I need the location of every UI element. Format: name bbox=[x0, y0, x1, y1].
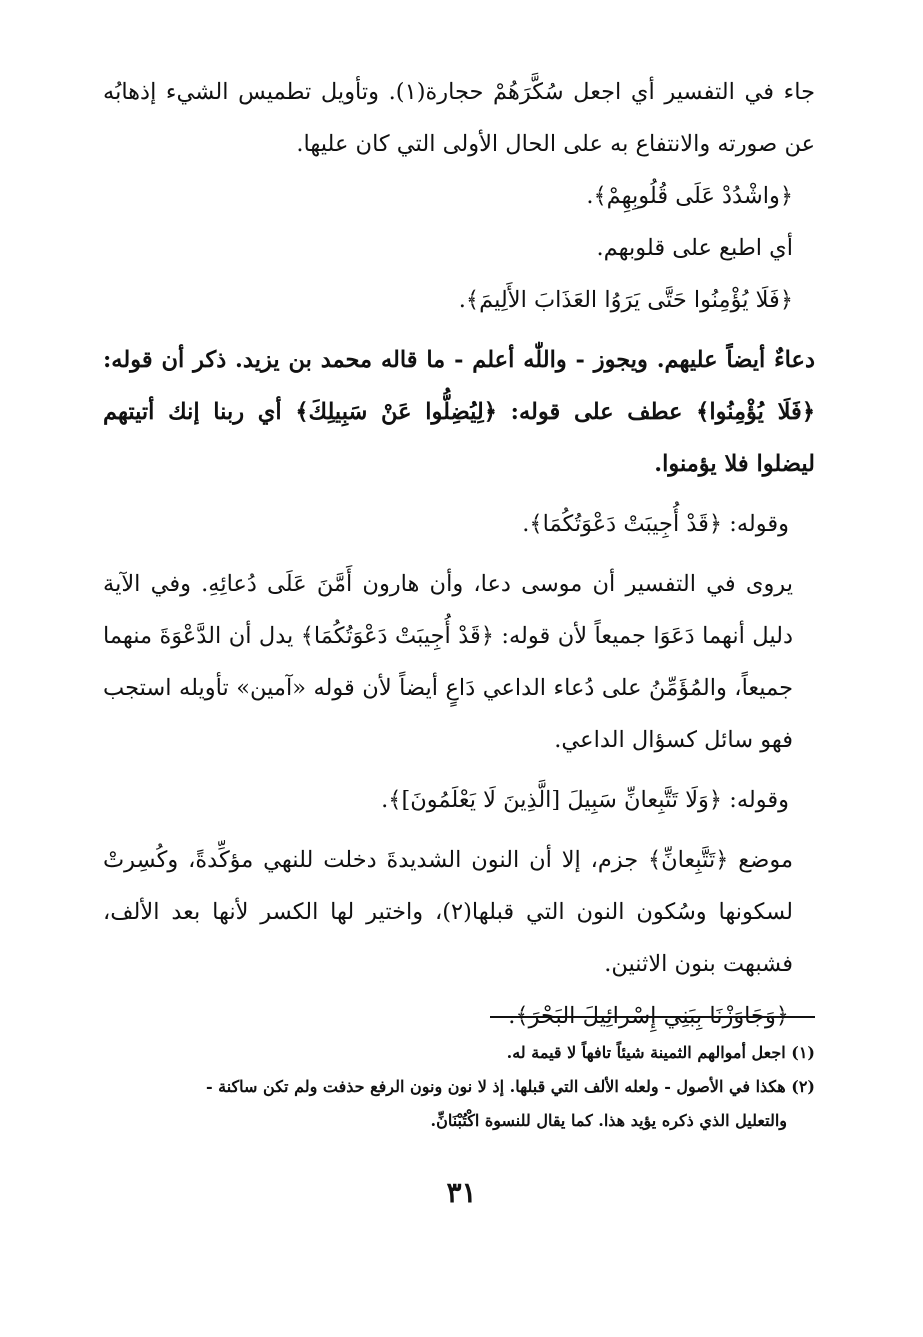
verse-la-tattabian: وقوله: ﴿وَلَا تَتَّبِعانِّ سَبِيلَ [الَّذِينَ لَا يَعْلَمُونَ]﴾. bbox=[381, 787, 789, 813]
paragraph-itba: أي اطبع على قلوبهم. bbox=[596, 235, 793, 261]
verse-jawazna: ﴿وَجَاوَزْنَا بِبَنِي إِسْرائِيلَ البَحْرَ﴾. bbox=[508, 1003, 789, 1029]
paragraph-mawdi: موضع ﴿تَتَّبِعانِّ﴾ جزم، إلا أن النون الشديدةَ دخلت للنهي مؤكِّدةً، وكُسِرتْ لسكونها وسُكون النون التي قبلها(٢)، واختير لها الكسر لأنها بعد الألف، فشبهت بنون الاثنين. bbox=[103, 847, 793, 977]
verse-ujibat: وقوله: ﴿قَدْ أُجِيبَتْ دَعْوَتُكُمَا﴾. bbox=[522, 511, 789, 537]
paragraph-duaa: دعاءٌ أيضاً عليهم. ويجوز - واللّٰه أعلم - ما قاله محمد بن يزيد. ذكر أن قوله: ﴿فَلَا يُؤْمِنُوا﴾ عطف على قوله: ﴿لِيُضِلُّوا عَنْ سَبِيلِكَ﴾ أي ربنا إنك أتيتهم ليضلوا فلا يؤمنوا. bbox=[103, 347, 815, 477]
verse-ushdud: ﴿واشْدُدْ عَلَى قُلُوبِهِمْ﴾. bbox=[586, 183, 793, 209]
main-text bbox=[103, 66, 815, 1042]
footnote-1: (١) اجعل أموالهم الثمينة شيئاً تافهاً لا قيمة له. bbox=[506, 1043, 815, 1062]
paragraph-yurwa: يروى في التفسير أن موسى دعا، وأن هارون أَمَّنَ عَلَى دُعائِهِ. وفي الآية دليل أنهما دَعَوَا جميعاً لأن قوله: ﴿قَدْ أُجِيبَتْ دَعْوَتُكُمَا﴾ يدل أن الدَّعْوَةَ منهما جميعاً، والمُؤَمِّنُ على دُعاء الداعي دَاعٍ أيضاً لأن قوله «آمين» تأويله استجب فهو سائل كسؤال الداعي. bbox=[103, 571, 793, 753]
paragraph-tafsir-sukr: جاء في التفسير أي اجعل سُكَّرَهُمْ حجارة(١). وتأويل تطميس الشيء إذهابُه عن صورته والانتفاع به على الحال الأولى التي كان عليها. bbox=[103, 79, 815, 157]
footnote-2: (٢) هكذا في الأصول - ولعله الألف التي قبلها. إذ لا نون ونون الرفع حذفت ولم تكن ساكنة - bbox=[205, 1077, 815, 1096]
verse-fala-yuminu: ﴿فَلَا يُؤْمِنُوا حَتَّى يَرَوُا العَذَابَ الأَلِيمَ﴾. bbox=[458, 287, 793, 313]
footnote-2-continued: والتعليل الذي ذكره يؤيد هذا. كما يقال للنسوة اكْتُبْنَانِّ. bbox=[430, 1111, 787, 1130]
footnote-divider bbox=[490, 1016, 815, 1018]
page-number: ٣١ bbox=[446, 1176, 477, 1209]
footnotes bbox=[103, 1036, 815, 1138]
